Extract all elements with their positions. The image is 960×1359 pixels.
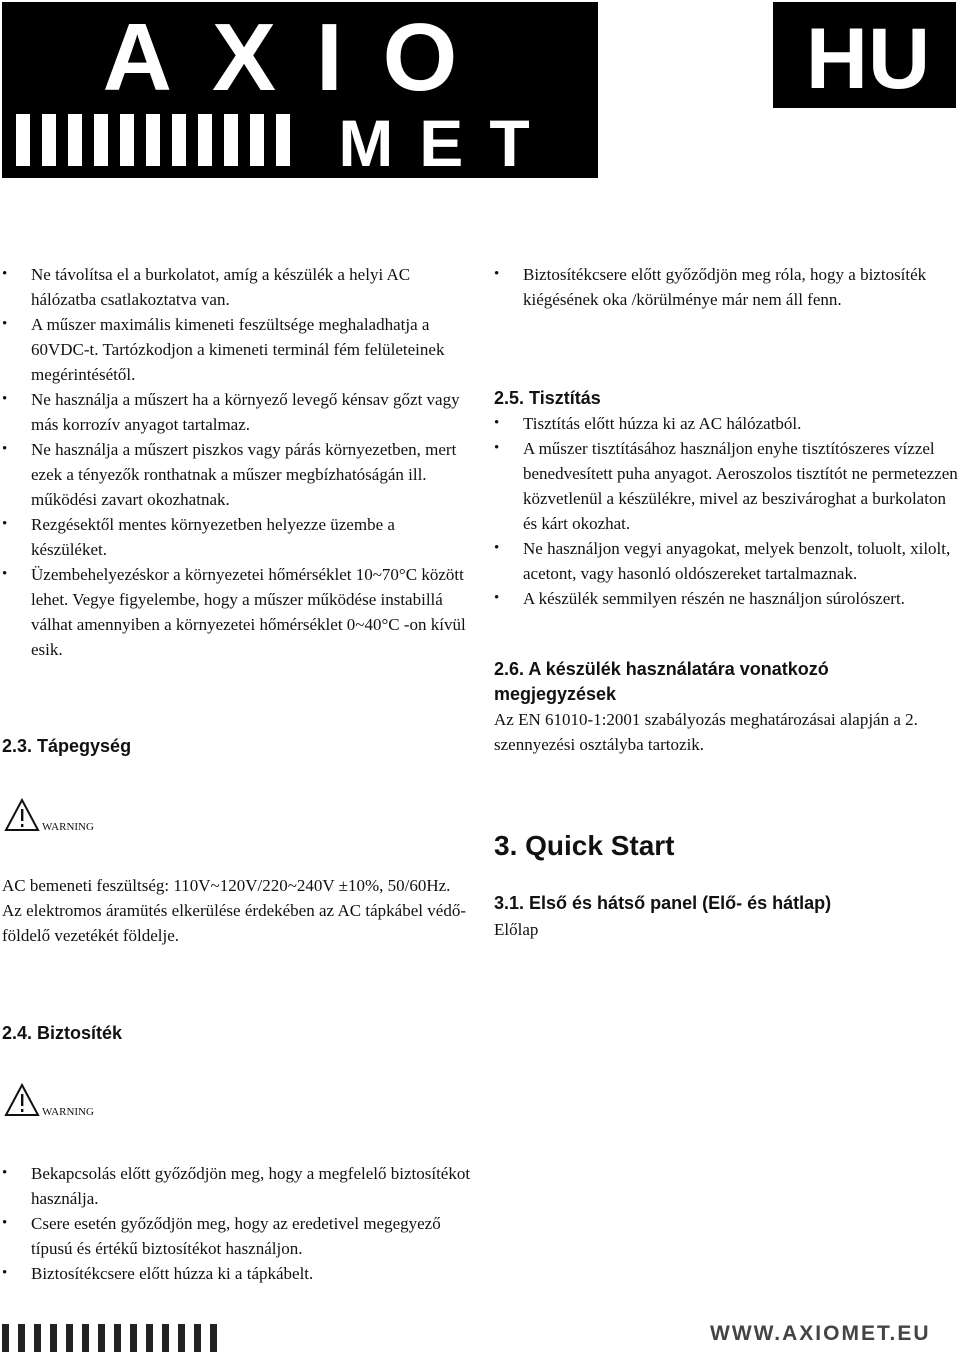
warning-label: WARNING bbox=[42, 821, 94, 833]
fuse-note-list bbox=[494, 262, 934, 312]
logo-top-text: AXIO bbox=[102, 4, 498, 111]
section-heading-2-5: 2.5. Tisztítás bbox=[494, 388, 601, 408]
footer-website-url: WWW.AXIOMET.EU bbox=[710, 1322, 931, 1345]
section-heading-3: 3. Quick Start bbox=[494, 830, 675, 861]
left-safety-list-block bbox=[2, 262, 472, 662]
list-item: • A műszer tisztításához használjon enyhe tisztítószeres vízzel benedvesített puha anyagot. Aeroszolos tisztítót ne permetezzen közvetlenül a készülékre, mivel az beszivároghat a burkolaton és kárt okozhat. bbox=[494, 436, 958, 536]
logo-bars-icon bbox=[16, 114, 290, 166]
footer-logo-bars-icon bbox=[2, 1320, 262, 1354]
ac-voltage-text: AC bemeneti feszültség: 110V~120V/220~240V ±10%, 50/60Hz. bbox=[2, 876, 451, 895]
list-item: • A készülék semmilyen részén ne használjon súrolószert. bbox=[494, 586, 958, 611]
warning-sign bbox=[4, 1083, 104, 1119]
list-item: • Rezgésektől mentes környezetben helyezze üzembe a készüléket. bbox=[2, 512, 472, 562]
fuse-list-block bbox=[2, 1161, 472, 1286]
list-item: • Csere esetén győződjön meg, hogy az eredetivel megegyező típusú és értékű biztosítékot használjon. bbox=[2, 1211, 472, 1261]
section-heading-2-3: 2.3. Tápegység bbox=[2, 736, 132, 756]
cleaning-bullet-list bbox=[494, 411, 958, 611]
front-panel-label: Előlap bbox=[494, 920, 539, 939]
warning-sign bbox=[4, 798, 104, 834]
list-item: • A műszer maximális kimeneti feszültsége meghaladhatja a 60VDC-t. Tartózkodjon a kimeneti terminál fém felületeinek megérintésétől. bbox=[2, 312, 472, 387]
list-item: • Tisztítás előtt húzza ki az AC hálózatból. bbox=[494, 411, 958, 436]
section-heading-3-1: 3.1. Első és hátső panel (Elő- és hátlap) bbox=[494, 893, 832, 913]
ac-ground-text: Az elektromos áramütés elkerülése érdekében az AC tápkábel védő-földelő vezetékét földelje. bbox=[2, 901, 466, 945]
list-item: • Üzembehelyezéskor a környezetei hőmérséklet 10~70°C között lehet. Vegye figyelembe, hogy a műszer működése instabillá válhat amennyiben a környezetei hőmérséklet 0~40°C -on kívül esik. bbox=[2, 562, 472, 662]
section-heading-2-4: 2.4. Biztosíték bbox=[2, 1023, 123, 1043]
list-item: • Biztosítékcsere előtt húzza ki a tápkábelt. bbox=[2, 1261, 472, 1286]
right-fuse-note-block bbox=[494, 262, 934, 312]
language-badge-text: HU bbox=[805, 11, 931, 107]
warning-triangle-icon bbox=[4, 1083, 104, 1119]
power-supply-text bbox=[2, 873, 466, 948]
list-item: • Ne használja a műszert ha a környező levegő kénsav gőzt vagy más korrozív anyagot tartalmaz. bbox=[2, 387, 472, 437]
safety-bullet-list bbox=[2, 262, 472, 662]
language-badge bbox=[773, 2, 956, 108]
list-item: • Ne használja a műszert piszkos vagy párás környezetben, mert ezek a tényezők ronthatnak a műszer megbízhatóságán ill. működési zavart okozhatnak. bbox=[2, 437, 472, 512]
list-item: • Ne távolítsa el a burkolatot, amíg a készülék a helyi AC hálózatba csatlakoztatva van. bbox=[2, 262, 472, 312]
list-item: • Biztosítékcsere előtt győződjön meg róla, hogy a biztosíték kiégésének oka /körülménye már nem áll fenn. bbox=[494, 262, 934, 312]
axiomet-logo bbox=[2, 2, 598, 178]
section-heading-2-6: 2.6. A készülék használatára vonatkozó megjegyzések bbox=[494, 659, 829, 704]
section-2-6-text: Az EN 61010-1:2001 szabályozás meghatározásai alapján a 2. szennyezési osztályba tartozik. bbox=[494, 710, 918, 754]
warning-triangle-icon bbox=[4, 798, 104, 834]
fuse-bullet-list bbox=[2, 1161, 472, 1286]
warning-label: WARNING bbox=[42, 1106, 94, 1118]
logo-bottom-text: MET bbox=[338, 106, 556, 178]
list-item: • Bekapcsolás előtt győződjön meg, hogy a megfelelő biztosítékot használja. bbox=[2, 1161, 472, 1211]
cleaning-list-block bbox=[494, 411, 958, 611]
list-item: • Ne használjon vegyi anyagokat, melyek benzolt, toluolt, xilolt, acetont, vagy hasonló oldószereket tartalmaznak. bbox=[494, 536, 958, 586]
